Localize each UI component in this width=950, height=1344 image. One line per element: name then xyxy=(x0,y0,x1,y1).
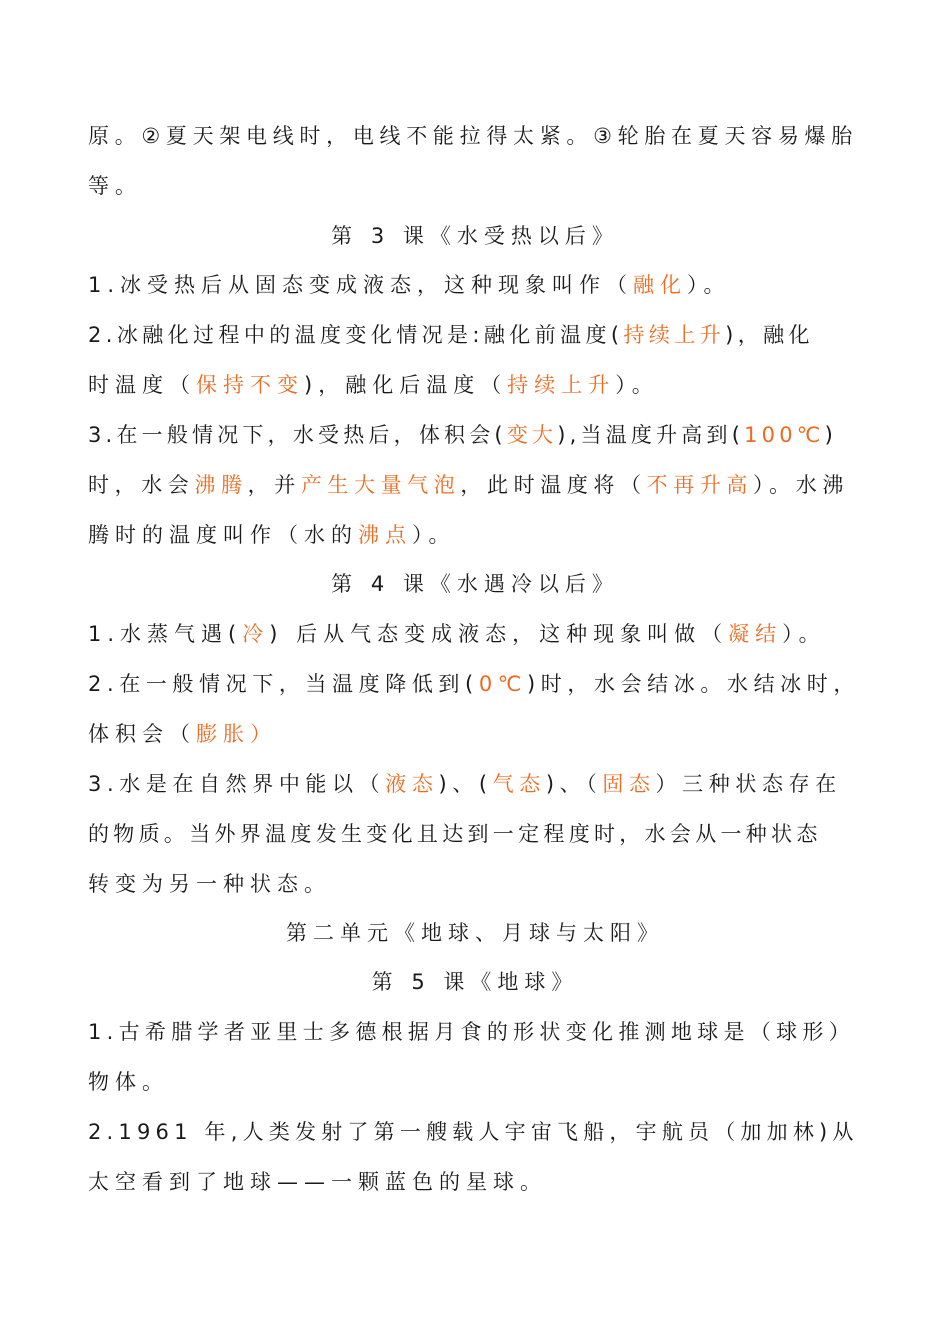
answer-text: 产生大量气泡 xyxy=(300,473,461,497)
answer-text: 膨胀 xyxy=(196,722,250,746)
unit-2-title: 第二单元《地球、月球与太阳》 xyxy=(286,921,664,945)
lesson-3-q1: 1.冰受热后从固态变成液态，这种现象叫作（融化）。 xyxy=(88,273,731,297)
lesson-3-q3-line-2: 时，水会沸腾，并产生大量气泡，此时温度将（不再升高）。水沸 xyxy=(88,473,849,497)
lesson-4-q3-line-2: 的物质。当外界温度发生变化且达到一定程度时，水会从一种状态 xyxy=(88,822,822,846)
answer-text: 沸腾 xyxy=(194,473,248,497)
lesson-4-q1: 1.水蒸气遇(冷) 后从气态变成液态，这种现象叫做（凝结）。 xyxy=(88,622,826,646)
answer-text: 100℃ xyxy=(744,423,825,447)
lesson-4-title: 第 4 课《水遇冷以后》 xyxy=(331,572,619,596)
lesson-5-q2-line-2: 太空看到了地球——一颗蓝色的星球。 xyxy=(88,1170,547,1194)
lesson-4-q3-line-3: 转变为另一种状态。 xyxy=(88,872,331,896)
answer-text: 不再升高 xyxy=(646,473,754,497)
lesson-3-q2-line-1: 2.冰融化过程中的温度变化情况是:融化前温度(持续上升)，融化 xyxy=(88,323,814,347)
lesson-4-q3-line-1: 3.水是在自然界中能以（液态)、(气态)、（固态）三种状态存在 xyxy=(88,772,842,796)
answer-text: 沸点 xyxy=(358,523,412,547)
answer-text: 持续上升 xyxy=(623,323,726,347)
intro-line-1: 原。②夏天架电线时，电线不能拉得太紧。③轮胎在夏天容易爆胎 xyxy=(88,124,858,148)
lesson-5-title: 第 5 课《地球》 xyxy=(371,970,579,994)
answer-text: 凝结 xyxy=(728,622,783,646)
lesson-3-q3-line-3: 腾时的温度叫作（水的沸点）。 xyxy=(88,523,456,547)
lesson-4-q2-line-1: 2.在一般情况下，当温度降低到(0℃)时，水会结冰。水结冰时， xyxy=(88,672,860,696)
answer-text: 变大 xyxy=(506,423,558,447)
answer-text: 持续上升 xyxy=(507,373,616,397)
answer-text: 保持不变 xyxy=(196,373,304,397)
lesson-3-q3-line-1: 3.在一般情况下，水受热后，体积会(变大),当温度升高到(100℃) xyxy=(88,423,837,447)
lesson-4-q2-line-2: 体积会（膨胀） xyxy=(88,722,277,746)
lesson-5-q2-line-1: 2.1961 年,人类发射了第一艘载人宇宙飞船，宇航员（加加林)从 xyxy=(88,1120,859,1144)
answer-text: 固态 xyxy=(602,772,656,796)
lesson-5-q1-line-2: 物体。 xyxy=(88,1070,169,1094)
answer-text: 0℃ xyxy=(478,672,527,696)
answer-text: 液态 xyxy=(385,772,439,796)
answer-text: 融化 xyxy=(633,273,688,297)
answer-text: 冷 xyxy=(242,622,270,646)
lesson-3-q2-line-2: 时温度（保持不变)，融化后温度（持续上升）。 xyxy=(88,373,659,397)
lesson-3-title: 第 3 课《水受热以后》 xyxy=(331,224,619,248)
lesson-5-q1-line-1: 1.古希腊学者亚里士多德根据月食的形状变化推测地球是（球形） xyxy=(88,1020,856,1044)
answer-text: 气态 xyxy=(492,772,546,796)
intro-line-2: 等。 xyxy=(88,174,142,198)
